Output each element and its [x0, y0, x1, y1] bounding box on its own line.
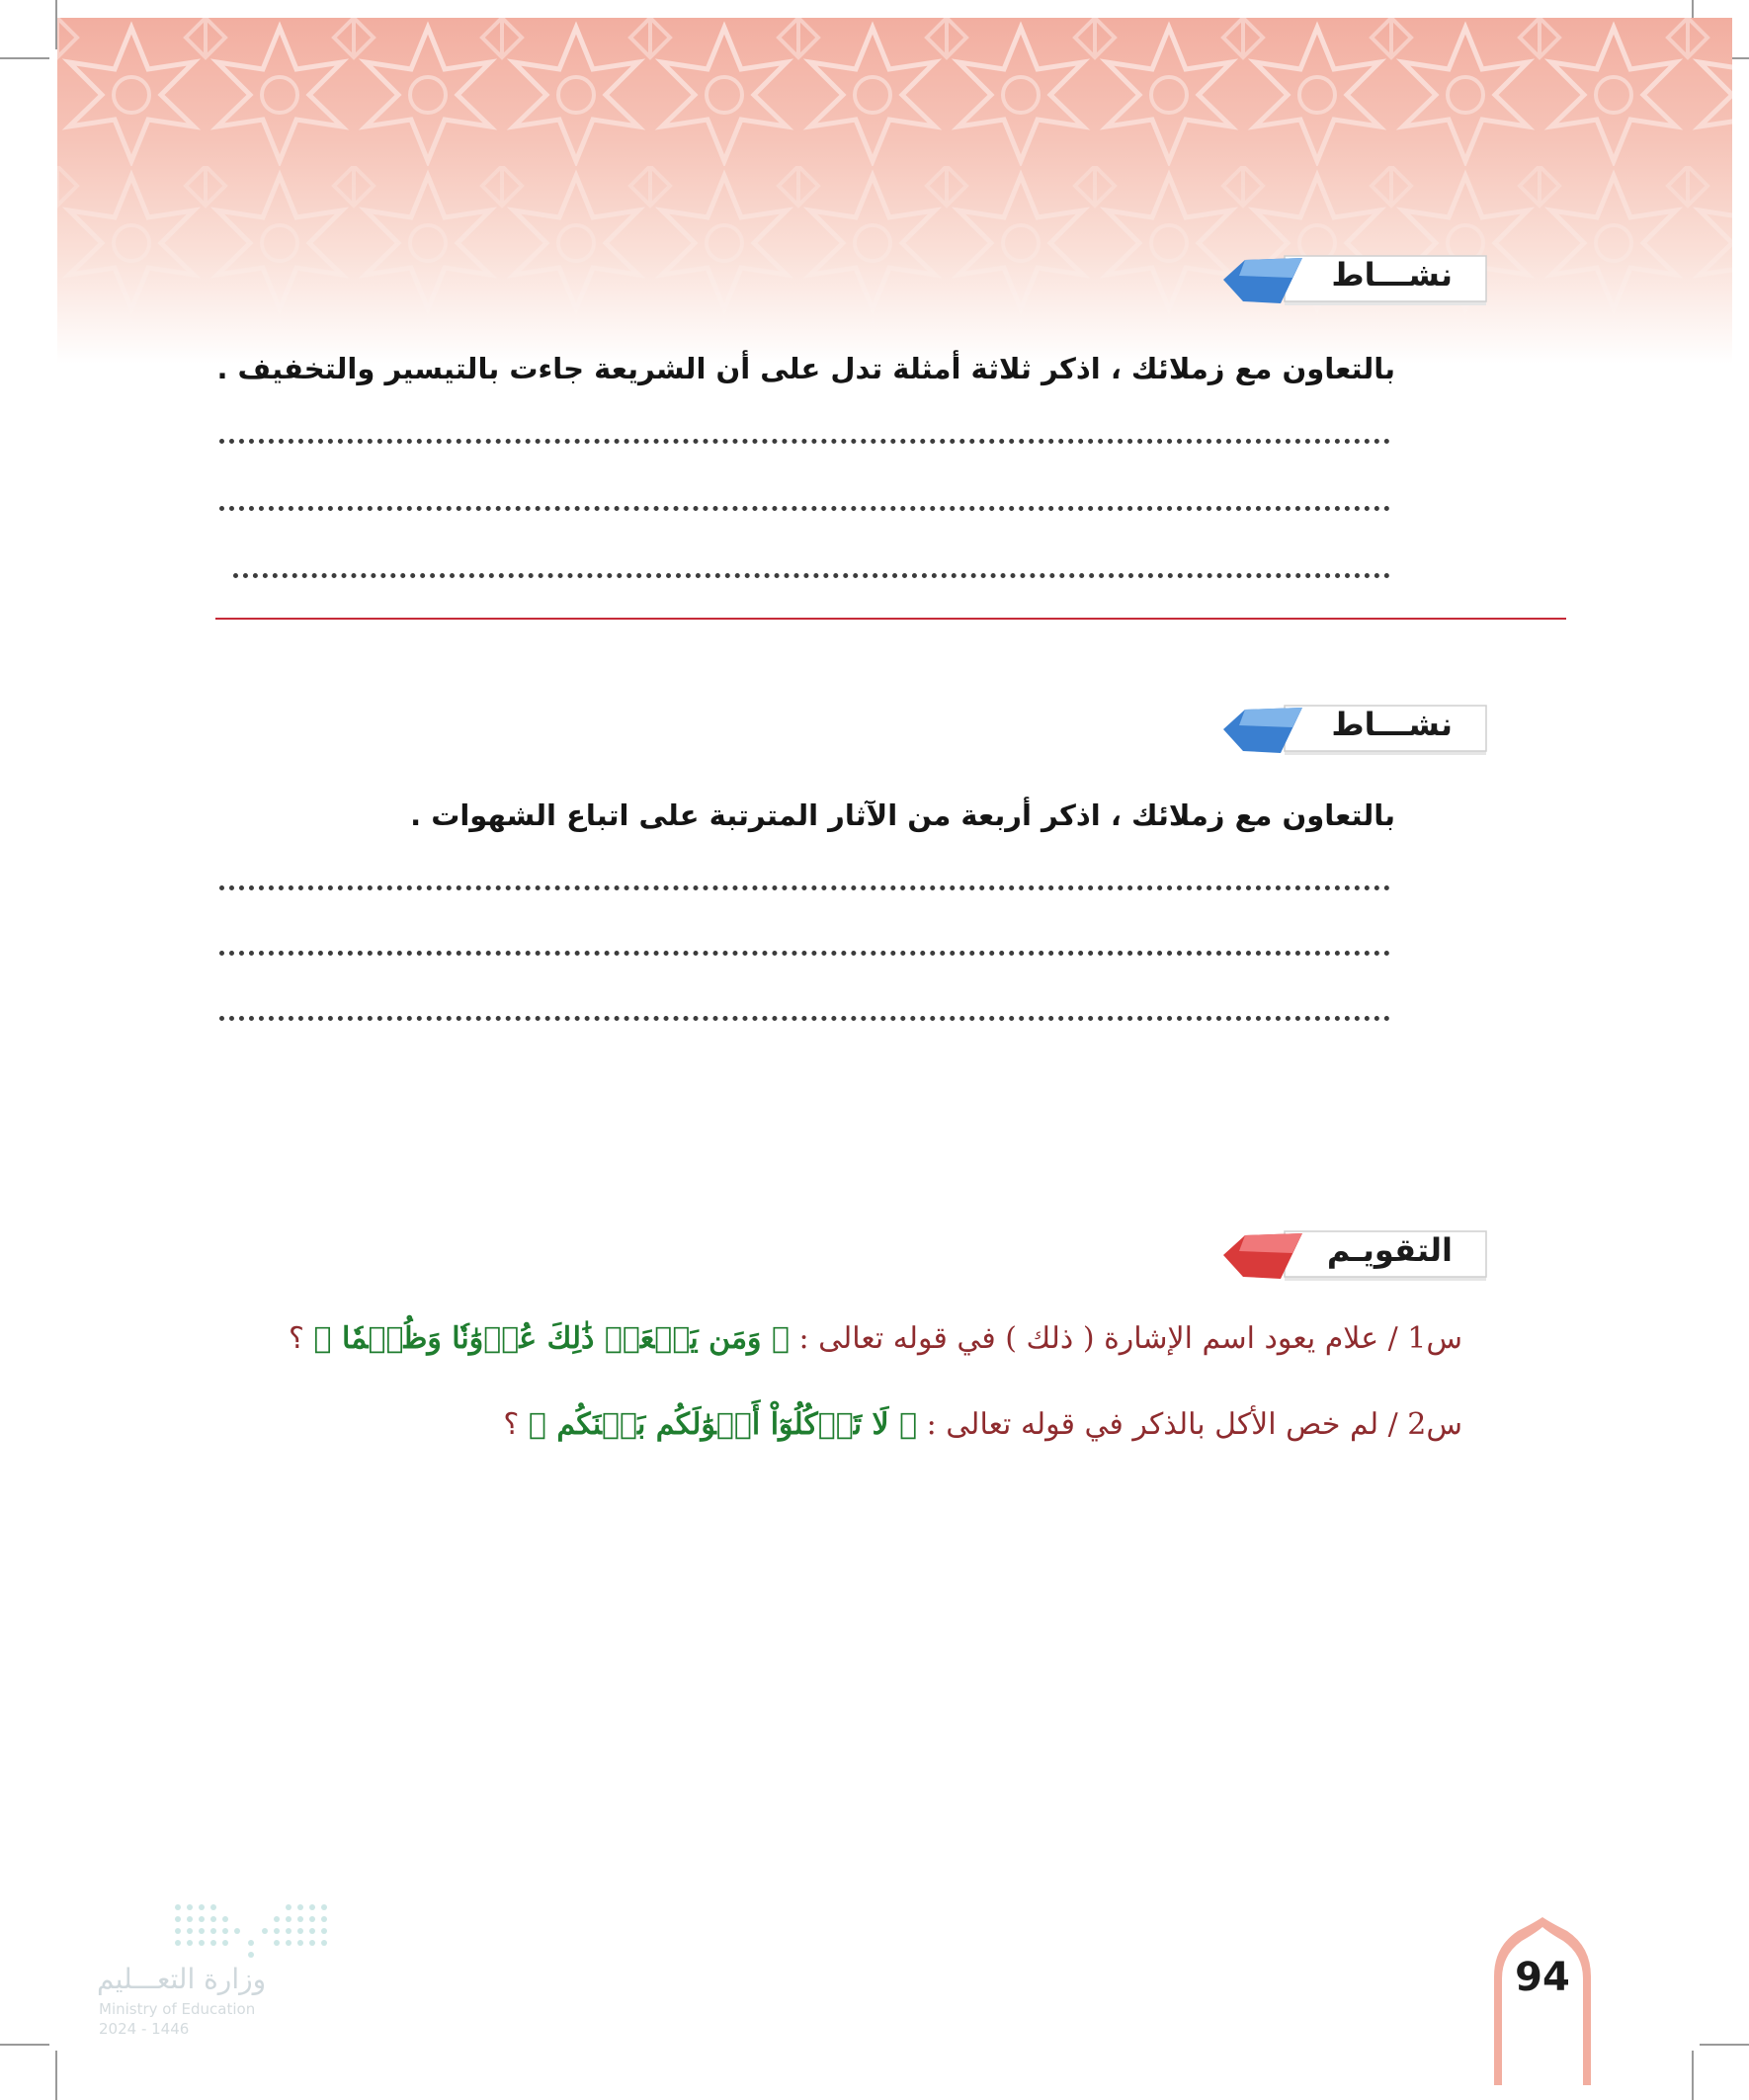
- header-pattern-band: [57, 18, 1732, 364]
- crop-mark: [55, 2051, 57, 2100]
- crop-mark: [1700, 2044, 1749, 2046]
- answer-line[interactable]: [219, 885, 1390, 890]
- activity-label: نشـــاط: [1331, 706, 1453, 743]
- question-1: [289, 1321, 1462, 1356]
- arch-shape: [1488, 1917, 1597, 2085]
- ministry-logo-dots-icon: [97, 1897, 334, 1967]
- question-1-mark: ؟: [289, 1321, 304, 1356]
- crop-mark: [0, 57, 49, 59]
- question-1-text: س1 / علام يعود اسم الإشارة ( ذلك ) في قوله تعالى :: [798, 1321, 1462, 1356]
- question-1-ayah: ﴿ وَمَن يَفۡعَلۡ ذَٰلِكَ عُدۡوَٰنٗا وَظُلۡمٗا ﴾: [313, 1321, 790, 1356]
- answer-line[interactable]: [219, 439, 1390, 444]
- activity-label: نشـــاط: [1331, 256, 1453, 294]
- ministry-logo-year: 2024 - 1446: [99, 2020, 190, 2038]
- activity-tag: [1223, 700, 1490, 761]
- question-2-text: س2 / لم خص الأكل بالذكر في قوله تعالى :: [926, 1407, 1462, 1442]
- answer-line[interactable]: [219, 1016, 1390, 1021]
- crop-mark: [1692, 2051, 1694, 2100]
- answer-line[interactable]: [233, 573, 1390, 578]
- activity-tag: [1223, 250, 1490, 311]
- question-2: [503, 1407, 1462, 1442]
- ministry-logo-english: Ministry of Education: [99, 2000, 256, 2018]
- ministry-logo: [97, 1897, 334, 2046]
- crop-mark: [0, 2044, 49, 2046]
- page-number-badge: [1488, 1917, 1597, 2085]
- section-divider: [215, 618, 1566, 620]
- ministry-logo-arabic: وزارة التعـــليم: [97, 1963, 267, 1995]
- evaluation-label: التقويـم: [1326, 1231, 1453, 1269]
- question-2-ayah: ﴿ لَا تَأۡكُلُوٓاْ أَمۡوَٰلَكُم بَيۡنَكُم ﴾: [528, 1407, 918, 1442]
- geometric-star-pattern: [57, 18, 1732, 364]
- page-number: 94: [1515, 1955, 1570, 2000]
- answer-line[interactable]: [219, 506, 1390, 511]
- activity-prompt: بالتعاون مع زملائك ، اذكر أربعة من الآثار المترتبة على اتباع الشهوات .: [410, 798, 1395, 832]
- activity-prompt: بالتعاون مع زملائك ، اذكر ثلاثة أمثلة تدل على أن الشريعة جاءت بالتيسير والتخفيف .: [216, 352, 1395, 385]
- question-2-mark: ؟: [503, 1407, 520, 1442]
- evaluation-tag: [1223, 1225, 1490, 1287]
- answer-line[interactable]: [219, 951, 1390, 956]
